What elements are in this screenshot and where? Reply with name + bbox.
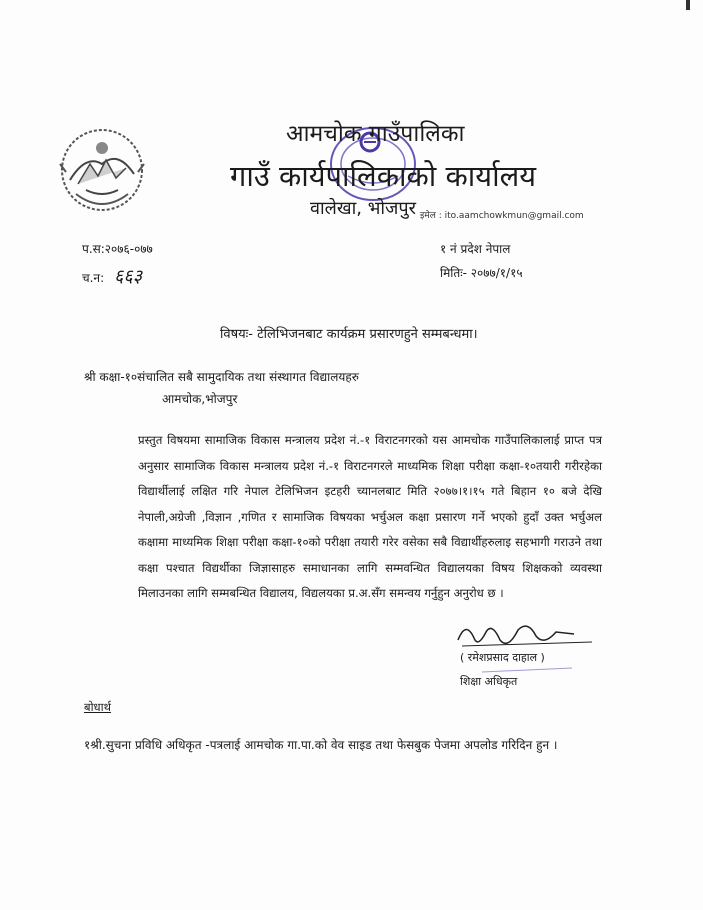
dispatch-handwritten: ६६३ <box>113 266 143 287</box>
province-label: १ नं प्रदेश नेपाल <box>440 242 511 256</box>
office-name: गाउँ कार्यपालिकाको कार्यालय <box>230 159 537 193</box>
dispatch-label: च.न: <box>82 271 105 285</box>
letter-date: मितिः- २०७७/१/१५ <box>440 266 523 280</box>
office-email: इमेल : ito.aamchowkmun@gmail.com <box>420 211 584 221</box>
reference-number: प.स:२०७६-०७७ <box>82 242 153 256</box>
letter-subject: विषयः- टेलिभिजनबाट कार्यक्रम प्रसारणहुने सम्मबन्धमा। <box>220 327 478 342</box>
office-address: वालेखा, भोजपुर <box>310 198 416 219</box>
letter-body: प्रस्तुत विषयमा सामाजिक विकास मन्त्रालय प्रदेश नं.-१ विराटनगरको यस आमचोक गाउँपालिकालाई प्राप्त पत्र अनुसार सामाजिक विकास मन्त्रालय प्रदेश नं.-१ विराटनगरले माध्यमिक शिक्षा परीक्षा कक्षा-१०तयारी गरीरहेका विद्यार्थीलाई लक्षित गरि नेपाल टेलिभिजन इटहरी च्यानलबाट मिति २०७७।१।१५ गते बिहान १० बजे देखि नेपाली,अग्रेजी ,विज्ञान ,गणित र सामाजिक विषयका भर्चुअल कक्षा प्रसारण गर्ने भएको हुदाँ उक्त भर्चुअल कक्षामा माध्यमिक शिक्षा परीक्षा कक्षा-१०को परीक्षा तयारी गरेर वसेका सबै विद्यार्थीहरुलाइ सहभागी गराउने तथा कक्षा पश्चात विद्यर्थीका जिज्ञासाहरु समाधानका लागि सम्मवन्धित विद्यालयका विषय शिक्षकको व्यवस्था मिलाउनका लागि सम्मबन्धित विद्यालय, विद्यलयका प्र.अ.सँग समन्वय गर्नुहुन अनुरोध छ । <box>138 433 602 600</box>
addressee-place: आमचोक,भोजपुर <box>162 392 238 406</box>
cc-heading: बोधार्थ <box>84 700 111 714</box>
addressee-line1: श्री कक्षा-१०संचालित सबै सामुदायिक तथा संस्थागत विद्यालयहरु <box>84 370 359 384</box>
dispatch-number <box>82 264 142 288</box>
cc-line: १श्री.सुचना प्रविधि अधिकृत -पत्रलाई आमचोक गा.पा.को वेव साइड तथा फेसबुक पेजमा अपलोड गरिदिन हुन । <box>84 738 558 752</box>
municipality-name: आमचोक गाउँपालिका <box>286 121 465 147</box>
signatory-title: शिक्षा अधिकृत <box>460 675 518 688</box>
signatory-name: ( रमेशप्रसाद दाहाल ) <box>460 651 545 664</box>
scan-mark <box>686 0 690 10</box>
nepal-emblem-icon <box>56 124 148 216</box>
